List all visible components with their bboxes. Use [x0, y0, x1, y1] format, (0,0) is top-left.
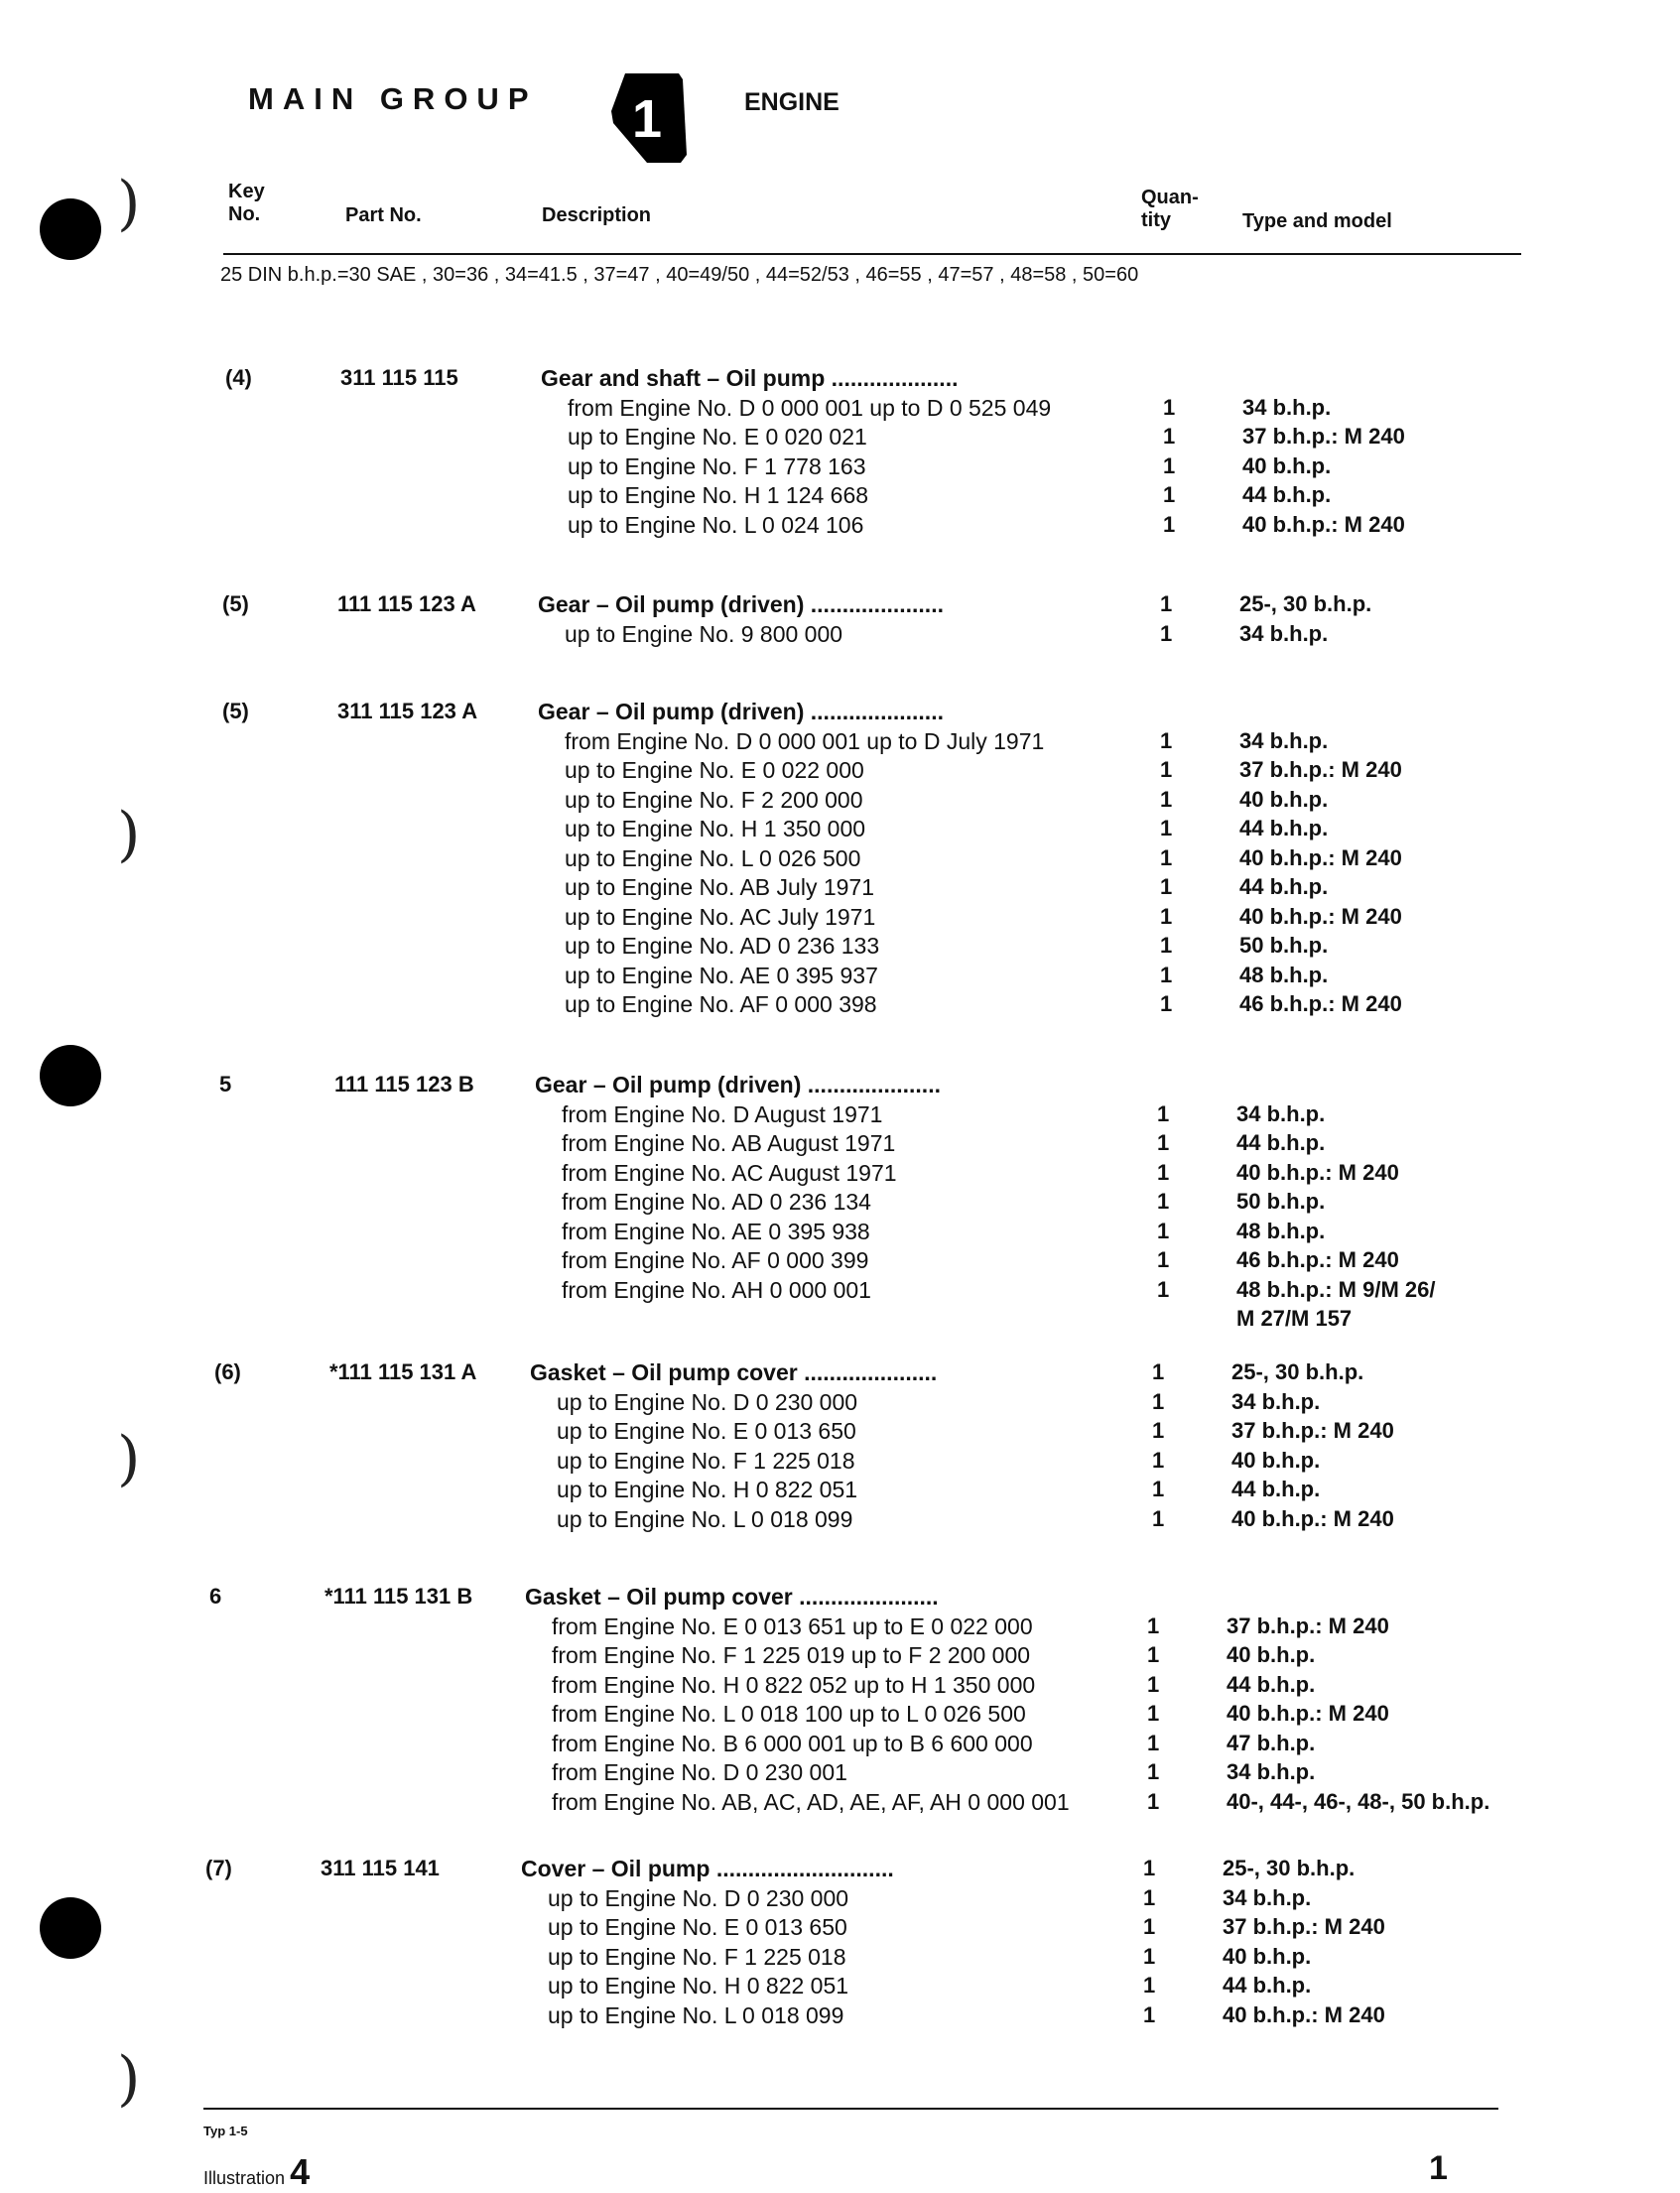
engine-range: up to Engine No. D 0 230 000 — [557, 1388, 858, 1415]
line-quantity: 1 — [1163, 482, 1176, 507]
item-type: 25-, 30 b.h.p. — [1223, 1856, 1356, 1880]
part-number: 311 115 123 A — [337, 699, 478, 723]
key-number: (6) — [214, 1359, 241, 1384]
line-type: 34 b.h.p. — [1239, 727, 1329, 753]
margin-mark: ) — [117, 1424, 141, 1493]
line-quantity: 1 — [1160, 786, 1173, 812]
illustration-number: 4 — [290, 2151, 311, 2192]
engine-range: up to Engine No. L 0 024 106 — [568, 511, 864, 538]
engine-range: from Engine No. AB, AC, AD, AE, AF, AH 0 000 001 — [552, 1788, 1070, 1815]
line-quantity: 1 — [1160, 962, 1173, 987]
main-group-title: MAIN GROUP — [248, 81, 538, 116]
part-number: *111 115 131 B — [324, 1584, 473, 1609]
engine-range: up to Engine No. E 0 022 000 — [565, 757, 864, 783]
footer-type: Typ 1-5 — [203, 2124, 248, 2138]
footer-rule — [203, 2108, 1498, 2110]
col-part-no: Part No. — [345, 204, 422, 226]
line-type: 46 b.h.p.: M 240 — [1236, 1247, 1399, 1272]
footer-illustration — [203, 2151, 310, 2193]
line-quantity: 1 — [1160, 620, 1173, 646]
line-quantity: 1 — [1143, 1973, 1156, 1998]
engine-range: from Engine No. H 0 822 052 up to H 1 350 000 — [552, 1671, 1036, 1698]
line-type: 44 b.h.p. — [1227, 1671, 1316, 1697]
line-quantity: 1 — [1157, 1218, 1170, 1243]
engine-range: up to Engine No. E 0 013 650 — [557, 1418, 856, 1444]
line-quantity: 1 — [1157, 1276, 1170, 1302]
line-quantity: 1 — [1147, 1612, 1160, 1638]
engine-range: from Engine No. D 0 000 001 up to D 0 525 049 — [568, 394, 1052, 421]
engine-range: up to Engine No. AD 0 236 133 — [565, 933, 880, 959]
line-type: 47 b.h.p. — [1227, 1730, 1316, 1755]
line-quantity: 1 — [1152, 1388, 1165, 1414]
engine-range: up to Engine No. AF 0 000 398 — [565, 991, 877, 1017]
engine-range: from Engine No. AE 0 395 938 — [562, 1218, 870, 1244]
engine-range: from Engine No. AC August 1971 — [562, 1159, 897, 1186]
line-quantity: 1 — [1163, 452, 1176, 478]
margin-mark: ) — [117, 169, 141, 238]
item-type: 25-, 30 b.h.p. — [1231, 1359, 1364, 1384]
line-quantity: 1 — [1163, 424, 1176, 449]
engine-range: up to Engine No. H 1 350 000 — [565, 816, 866, 841]
hp-conversion: 25 DIN b.h.p.=30 SAE , 30=36 , 34=41.5 , 37=47 , 40=49/50 , 44=52/53 , 46=55 , 47=57 , 48=58 , 50=60 — [220, 264, 1139, 286]
engine-range: up to Engine No. F 1 225 018 — [557, 1447, 855, 1474]
col-key-no: Key No. — [228, 181, 265, 225]
line-type: 37 b.h.p.: M 240 — [1227, 1612, 1389, 1638]
item-title: Gasket – Oil pump cover ...................... — [525, 1584, 939, 1610]
line-quantity: 1 — [1152, 1418, 1165, 1443]
item-title: Gear – Oil pump (driven) ..................... — [535, 1072, 941, 1097]
line-quantity: 1 — [1160, 844, 1173, 870]
engine-range: up to Engine No. H 1 124 668 — [568, 482, 869, 508]
engine-range: from Engine No. L 0 018 100 up to L 0 026 500 — [552, 1701, 1026, 1727]
punch-hole — [40, 198, 101, 260]
engine-range: up to Engine No. H 0 822 051 — [548, 1973, 849, 1999]
line-quantity: 1 — [1160, 727, 1173, 753]
group-number-badge — [607, 67, 691, 167]
part-number: 311 115 141 — [321, 1856, 440, 1880]
engine-range: from Engine No. D 0 000 001 up to D July 1971 — [565, 727, 1045, 754]
line-type: 40-, 44-, 46-, 48-, 50 b.h.p. — [1227, 1788, 1490, 1814]
margin-mark: ) — [117, 800, 141, 869]
line-type: 40 b.h.p.: M 240 — [1231, 1505, 1394, 1531]
line-quantity: 1 — [1147, 1730, 1160, 1755]
line-type: 40 b.h.p.: M 240 — [1223, 2001, 1385, 2027]
line-type: 40 b.h.p. — [1239, 786, 1329, 812]
line-type: 34 b.h.p. — [1242, 394, 1332, 420]
engine-range: from Engine No. E 0 013 651 up to E 0 022 000 — [552, 1612, 1033, 1639]
key-number: (5) — [222, 591, 249, 616]
line-type: 44 b.h.p. — [1239, 816, 1329, 840]
line-quantity: 1 — [1147, 1759, 1160, 1784]
engine-range: up to Engine No. L 0 018 099 — [557, 1505, 853, 1532]
line-type: 48 b.h.p. — [1239, 962, 1329, 987]
item-type: 25-, 30 b.h.p. — [1239, 591, 1372, 616]
header-rule — [223, 253, 1521, 255]
line-quantity: 1 — [1160, 757, 1173, 782]
line-type: 34 b.h.p. — [1236, 1100, 1326, 1126]
section-title: ENGINE — [744, 88, 840, 116]
item-quantity: 1 — [1160, 591, 1173, 616]
line-quantity: 1 — [1163, 394, 1176, 420]
line-type: 44 b.h.p. — [1236, 1130, 1326, 1155]
line-type: 44 b.h.p. — [1239, 874, 1329, 899]
part-number: 111 115 123 B — [334, 1072, 474, 1096]
line-type: 44 b.h.p. — [1242, 482, 1332, 507]
line-type: 40 b.h.p.: M 240 — [1239, 844, 1402, 870]
engine-range: from Engine No. B 6 000 001 up to B 6 600 000 — [552, 1730, 1033, 1756]
line-quantity: 1 — [1147, 1788, 1160, 1814]
item-title: Gasket – Oil pump cover ..................... — [530, 1359, 938, 1385]
line-quantity: 1 — [1157, 1100, 1170, 1126]
col-type-model: Type and model — [1242, 210, 1392, 232]
engine-range: from Engine No. AF 0 000 399 — [562, 1247, 869, 1273]
engine-range: from Engine No. D August 1971 — [562, 1100, 883, 1127]
part-number: 311 115 115 — [340, 365, 458, 390]
group-number: 1 — [631, 89, 663, 149]
line-quantity: 1 — [1152, 1447, 1165, 1473]
key-number: 5 — [219, 1072, 232, 1096]
line-type: 34 b.h.p. — [1227, 1759, 1316, 1784]
key-number: (5) — [222, 699, 249, 723]
engine-range: up to Engine No. AB July 1971 — [565, 874, 874, 900]
item-title: Cover – Oil pump ............................ — [521, 1856, 894, 1881]
engine-range: up to Engine No. L 0 026 500 — [565, 844, 861, 871]
line-type: 50 b.h.p. — [1236, 1189, 1326, 1214]
line-type: 40 b.h.p. — [1231, 1447, 1321, 1473]
line-quantity: 1 — [1157, 1159, 1170, 1185]
line-quantity: 1 — [1160, 903, 1173, 929]
col-description: Description — [542, 204, 652, 226]
key-number: (4) — [225, 365, 252, 390]
engine-range: up to Engine No. F 1 225 018 — [548, 1943, 846, 1970]
line-type: 44 b.h.p. — [1223, 1973, 1312, 1998]
item-quantity: 1 — [1152, 1359, 1165, 1384]
line-type: 37 b.h.p.: M 240 — [1239, 757, 1402, 782]
line-type: 40 b.h.p.: M 240 — [1236, 1159, 1399, 1185]
line-quantity: 1 — [1143, 1884, 1156, 1910]
engine-range: up to Engine No. 9 800 000 — [565, 620, 843, 647]
engine-range: up to Engine No. L 0 018 099 — [548, 2001, 844, 2028]
engine-range: up to Engine No. AE 0 395 937 — [565, 962, 878, 988]
part-number: 111 115 123 A — [337, 591, 476, 616]
item-title: Gear and shaft – Oil pump .................... — [541, 365, 959, 391]
line-type: 40 b.h.p. — [1223, 1943, 1312, 1969]
key-number: (7) — [205, 1856, 232, 1880]
engine-range: from Engine No. AB August 1971 — [562, 1130, 896, 1156]
line-type: 34 b.h.p. — [1223, 1884, 1312, 1910]
line-type: M 27/M 157 — [1236, 1306, 1353, 1331]
engine-range: from Engine No. D 0 230 001 — [552, 1759, 847, 1785]
line-quantity: 1 — [1157, 1189, 1170, 1214]
item-quantity: 1 — [1143, 1856, 1156, 1880]
engine-range: up to Engine No. AC July 1971 — [565, 903, 876, 930]
line-type: 34 b.h.p. — [1231, 1388, 1321, 1414]
line-quantity: 1 — [1143, 1943, 1156, 1969]
page-number: 1 — [1429, 2149, 1448, 2187]
line-quantity: 1 — [1160, 991, 1173, 1016]
item-title: Gear – Oil pump (driven) ..................... — [538, 591, 944, 617]
engine-range: up to Engine No. E 0 013 650 — [548, 1914, 847, 1940]
item-title: Gear – Oil pump (driven) ..................... — [538, 699, 944, 724]
line-type: 37 b.h.p.: M 240 — [1231, 1418, 1394, 1443]
line-type: 40 b.h.p.: M 240 — [1227, 1701, 1389, 1726]
illustration-label: Illustration — [203, 2168, 286, 2188]
line-type: 46 b.h.p.: M 240 — [1239, 991, 1402, 1016]
punch-hole — [40, 1897, 101, 1959]
line-quantity: 1 — [1163, 511, 1176, 537]
line-quantity: 1 — [1152, 1477, 1165, 1501]
engine-range: from Engine No. AD 0 236 134 — [562, 1189, 871, 1215]
engine-range: up to Engine No. F 1 778 163 — [568, 452, 866, 479]
line-type: 40 b.h.p.: M 240 — [1242, 511, 1405, 537]
line-quantity: 1 — [1143, 1914, 1156, 1939]
engine-range: up to Engine No. E 0 020 021 — [568, 424, 867, 450]
line-type: 48 b.h.p.: M 9/M 26/ — [1236, 1276, 1436, 1302]
part-number: *111 115 131 A — [329, 1359, 477, 1384]
key-number: 6 — [209, 1584, 222, 1609]
line-type: 40 b.h.p. — [1242, 452, 1332, 478]
line-quantity: 1 — [1160, 933, 1173, 958]
line-quantity: 1 — [1160, 816, 1173, 840]
line-type: 37 b.h.p.: M 240 — [1223, 1914, 1385, 1939]
engine-range: up to Engine No. D 0 230 000 — [548, 1884, 849, 1911]
punch-hole — [40, 1045, 101, 1106]
line-quantity: 1 — [1147, 1701, 1160, 1726]
engine-range: up to Engine No. H 0 822 051 — [557, 1477, 858, 1502]
line-type: 40 b.h.p. — [1227, 1642, 1316, 1667]
margin-mark: ) — [117, 2044, 141, 2114]
engine-range: up to Engine No. F 2 200 000 — [565, 786, 863, 813]
line-quantity: 1 — [1160, 874, 1173, 899]
line-type: 48 b.h.p. — [1236, 1218, 1326, 1243]
line-type: 40 b.h.p.: M 240 — [1239, 903, 1402, 929]
engine-range: from Engine No. F 1 225 019 up to F 2 200 000 — [552, 1642, 1031, 1668]
line-type: 50 b.h.p. — [1239, 933, 1329, 958]
line-quantity: 1 — [1152, 1505, 1165, 1531]
engine-range: from Engine No. AH 0 000 001 — [562, 1276, 871, 1303]
line-type: 37 b.h.p.: M 240 — [1242, 424, 1405, 449]
line-type: 44 b.h.p. — [1231, 1477, 1321, 1501]
line-quantity: 1 — [1157, 1247, 1170, 1272]
line-quantity: 1 — [1147, 1642, 1160, 1667]
line-quantity: 1 — [1143, 2001, 1156, 2027]
col-quantity: Quan- tity — [1141, 187, 1199, 231]
line-quantity: 1 — [1157, 1130, 1170, 1155]
line-type: 34 b.h.p. — [1239, 620, 1329, 646]
line-quantity: 1 — [1147, 1671, 1160, 1697]
